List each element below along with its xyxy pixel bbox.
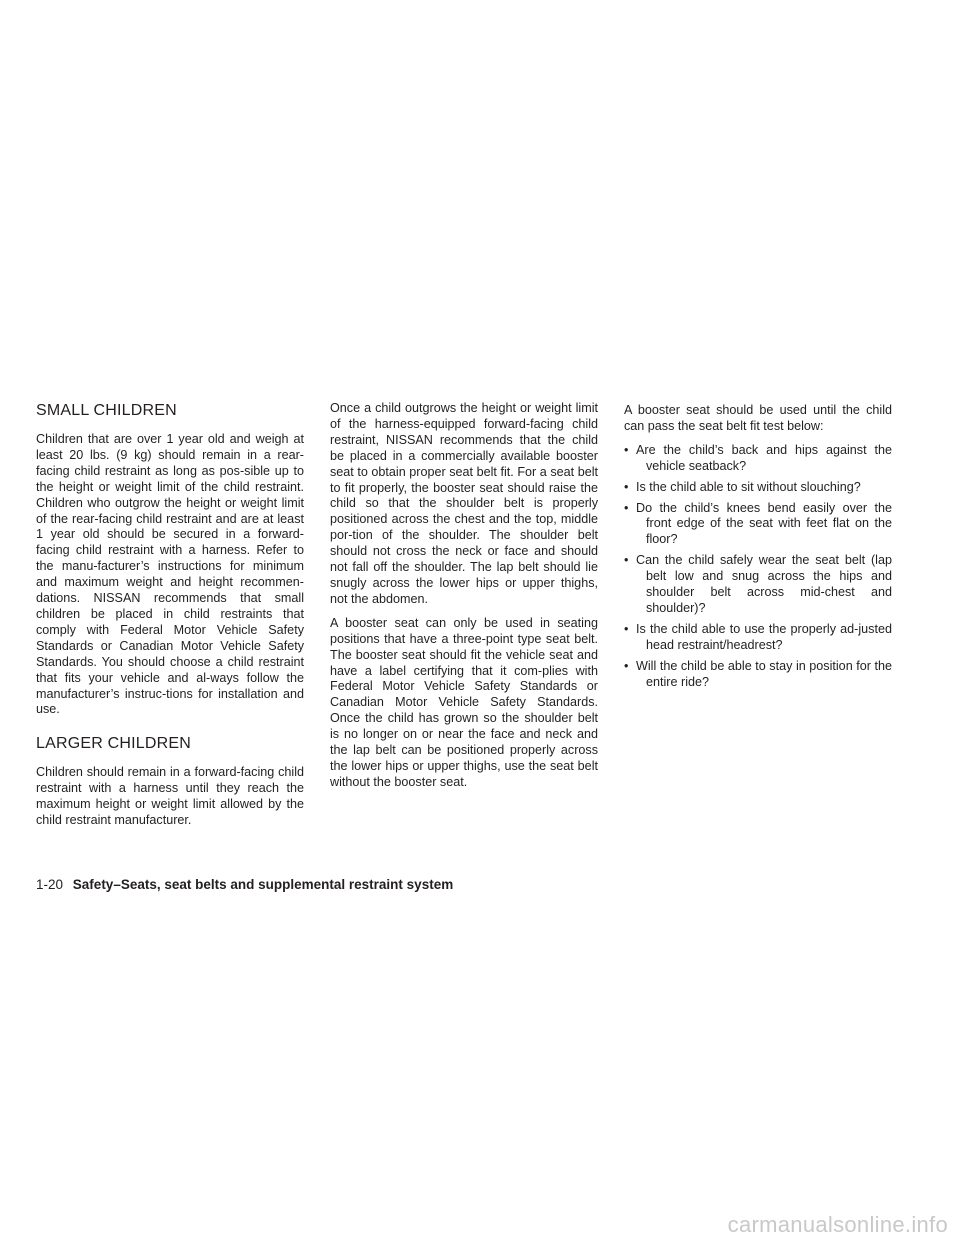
- list-item-text: Are the child’s back and hips against the vehicle seatback?: [636, 442, 892, 473]
- list-item-text: Is the child able to sit without slouching?: [636, 479, 861, 494]
- paragraph-booster-seat-usage: A booster seat can only be used in seating positions that have a three-point type seat belt. The booster seat should fit the vehicle seat and have a label certifying that it com-plies with Federal Motor Vehicle Safety Standards or Canadian Motor Vehicle Safety Standards. Once the child has grown so the shoulder belt is no longer on or near the face and neck and the lap belt can be positioned properly across the lower hips or upper thighs, use the seat belt without the booster seat.: [330, 615, 598, 789]
- page-footer: [36, 876, 453, 894]
- fit-test-list: [624, 443, 892, 691]
- list-item-text: Is the child able to use the properly ad-justed head restraint/headrest?: [636, 621, 892, 652]
- list-item-text: Can the child safely wear the seat belt (lap belt low and snug across the hips and shoulder belt across mid-chest and shoulder)?: [636, 553, 892, 615]
- list-item: [624, 501, 892, 549]
- paragraph-booster-seat-fit: Once a child outgrows the height or weight limit of the harness-equipped forward-facing child restraint, NISSAN recommends that the child be placed in a commercially available booster seat to obtain proper seat belt fit. For a seat belt to fit properly, the booster seat should raise the child so that the shoulder belt is properly positioned across the chest and the top, middle por-tion of the shoulder. The shoulder belt should not cross the neck or face and should not fall off the shoulder. The lap belt should lie snugly across the lower hips or upper thighs, not the abdomen.: [330, 401, 598, 606]
- paragraph-small-children: Children that are over 1 year old and weigh at least 20 lbs. (9 kg) should remain in a rear-facing child restraint as long as pos-sible up to the height or weight limit of the child restraint. Children who outgrow the height or weight limit of the rear-facing child restraint and are at least 1 year old should be secured in a forward-facing child restraint with a harness. Refer to the manu-facturer’s instructions for minimum and maximum weight and height recommen-dations. NISSAN recommends that small children be placed in child restraints that comply with Federal Motor Vehicle Safety Standards or Canadian Motor Vehicle Safety Standards. You should choose a child restraint that fits your vehicle and al-ways follow the manufacturer’s instruc-tions for installation and use.: [36, 432, 304, 717]
- list-item: [624, 553, 892, 617]
- bullet-icon: •: [624, 500, 629, 515]
- column-left: [36, 401, 304, 837]
- list-item: [624, 480, 892, 496]
- watermark-text: carmanualsonline.info: [727, 1212, 948, 1237]
- list-item: [624, 622, 892, 654]
- paragraph-larger-children: Children should remain in a forward-facing child restraint with a harness until they reach the maximum height or weight limit allowed by the child restraint manufacturer.: [36, 765, 304, 828]
- bullet-icon: •: [624, 621, 629, 636]
- heading-small-children: SMALL CHILDREN: [36, 402, 177, 419]
- section-title: Safety–Seats, seat belts and supplemental restraint system: [72, 877, 454, 892]
- bullet-icon: •: [624, 658, 629, 673]
- list-item: [624, 443, 892, 475]
- list-item: [624, 659, 892, 691]
- column-middle: [330, 401, 598, 799]
- heading-larger-children: LARGER CHILDREN: [36, 735, 192, 753]
- bullet-icon: •: [624, 553, 629, 568]
- bullet-icon: •: [624, 479, 629, 494]
- list-item-text: Do the child’s knees bend easily over the front edge of the seat with feet flat on the floor?: [636, 500, 892, 547]
- bullet-icon: •: [624, 442, 629, 457]
- page-number: 1-20: [36, 877, 64, 892]
- column-right: [624, 403, 892, 696]
- list-item-text: Will the child be able to stay in position for the entire ride?: [636, 658, 892, 689]
- paragraph-fit-test-intro: A booster seat should be used until the child can pass the seat belt fit test below:: [624, 403, 892, 433]
